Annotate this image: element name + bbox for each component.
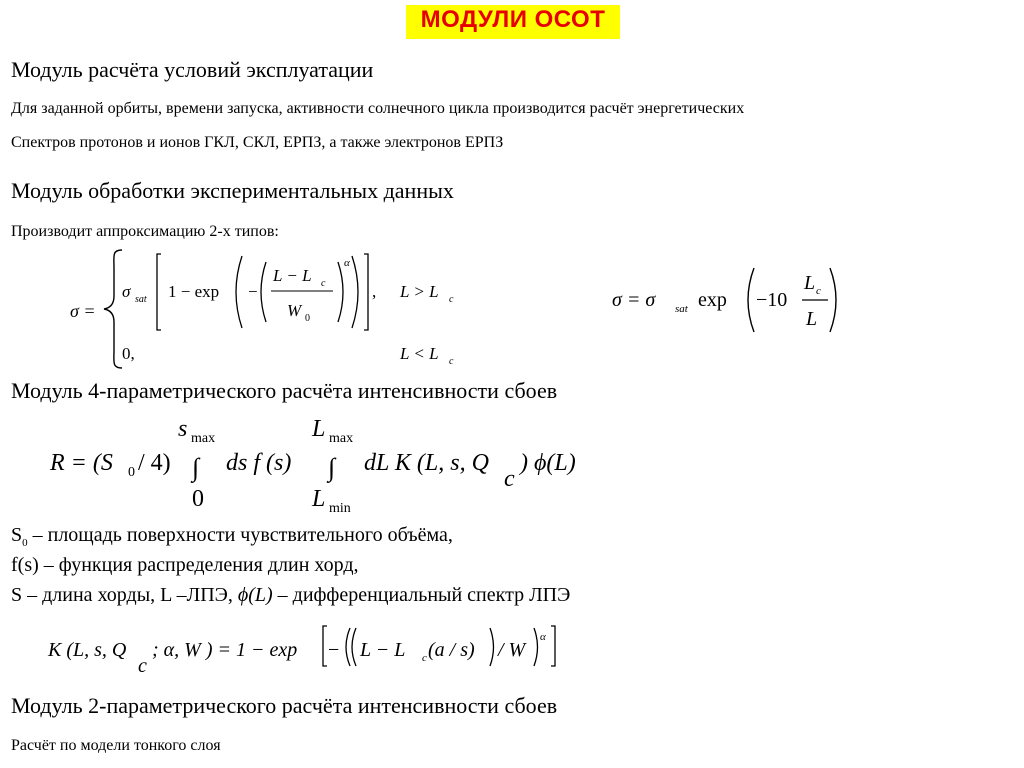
definition-s0: [11, 524, 453, 549]
section2-heading: Модуль обработки экспериментальных данных: [11, 178, 454, 203]
definition-s-l-phi: [11, 584, 570, 607]
f2-denominator: L: [806, 308, 818, 330]
f1-one-minus-exp: 1 − exp: [168, 282, 220, 301]
def3-phi: ϕ(L): [237, 584, 273, 606]
f1-inner-lparen: [261, 262, 266, 322]
exp-sigma-formula: [606, 260, 846, 336]
f1-minus: −: [248, 282, 258, 301]
kf-mid: ; α, W ) = 1 − exp: [152, 639, 298, 661]
left-brace: [104, 250, 122, 368]
seu-rate-formula: [46, 414, 606, 516]
rf-div4: / 4): [138, 450, 171, 476]
rf-int1-sign: ∫: [192, 453, 200, 482]
rf-int2-lower-sub: min: [329, 501, 351, 516]
f2-numerator: L: [804, 272, 816, 294]
kf-lparen-inner: [352, 628, 356, 666]
f2-lhs: σ = σ: [612, 289, 656, 311]
kf-rparen-inner: [490, 628, 494, 666]
def3-b: – дифференциальный спектр ЛПЭ: [272, 584, 571, 606]
kf-lhs: K (L, s, Q: [48, 639, 127, 661]
kf-inner-tail: (a / s): [428, 639, 475, 661]
rf-int1-upper-sub: max: [191, 431, 216, 446]
rf-int2-upper: L: [312, 416, 326, 442]
section1-heading: Модуль расчёта условий эксплуатации: [11, 57, 374, 82]
rf-int1-lower: 0: [192, 486, 204, 512]
section2-intro: Производит аппроксимацию 2-х типов:: [11, 223, 279, 240]
kf-rparen-outer: [534, 628, 538, 666]
kf-left-bracket: [323, 626, 327, 666]
f2-sigma-sub: sat: [675, 303, 688, 315]
rf-int2-sign: ∫: [328, 453, 336, 482]
kf-minus: −: [328, 639, 340, 661]
f1-comma: ,: [372, 282, 377, 301]
f1-case1-condition: L > L: [400, 282, 439, 301]
rf-int2-lower: L: [312, 486, 326, 512]
f1-left-bracket: [157, 254, 161, 330]
f1-denominator-sub: 0: [305, 313, 310, 324]
f1-inner-rparen: [338, 262, 343, 322]
f2-lparen: [748, 268, 754, 332]
rf-integrand2: dL K (L, s, Q: [364, 450, 489, 476]
def3-a: S – длина хорды, L –ЛПЭ,: [11, 584, 238, 606]
slide-title: МОДУЛИ ОСОТ: [420, 6, 606, 33]
def1-sub: 0: [22, 537, 28, 549]
f2-numerator-sub: c: [816, 285, 821, 297]
f1-case2-value: 0,: [122, 344, 135, 363]
f2-exp: exp: [698, 289, 727, 311]
f1-outer-lparen: [236, 256, 242, 328]
kf-lc-sub: c: [422, 652, 427, 664]
definition-fs: f(s) – функция распределения длин хорд,: [11, 554, 359, 576]
def1-s: S: [11, 524, 23, 546]
def1-rest: – площадь поверхности чувствительного объёма,: [27, 524, 453, 546]
rf-int1-upper: s: [178, 416, 188, 442]
section1-line2: Спектров протонов и ионов ГКЛ, СКЛ, ЕРПЗ, а также электронов ЕРПЗ: [11, 134, 504, 151]
kf-div-w: / W: [498, 639, 526, 661]
rf-lhs: R = (S: [50, 450, 113, 476]
rf-integrand1: ds f (s): [226, 450, 292, 476]
rf-qc-sub: c: [504, 466, 515, 492]
f1-right-bracket: [364, 254, 368, 330]
kf-qc-sub: c: [138, 655, 147, 677]
f1-alpha: α: [344, 257, 350, 269]
f1-outer-rparen: [352, 256, 358, 328]
section4-heading: Модуль 2-параметрического расчёта интенсивности сбоев: [11, 693, 558, 718]
f1-sigma: σ: [122, 282, 131, 301]
f1-sigma-sub: sat: [135, 294, 147, 305]
kf-alpha: α: [540, 631, 546, 643]
rf-tail: ) ϕ(L): [520, 450, 576, 476]
f1-case2-condition: L < L: [400, 344, 439, 363]
f1-numerator-sub: c: [321, 278, 326, 289]
piecewise-sigma-formula: [60, 246, 480, 370]
k-function-formula: [44, 622, 584, 678]
kf-lparen-outer: [346, 628, 350, 666]
f1-case1-condition-sub: c: [449, 294, 454, 305]
section3-heading: Модуль 4-параметрического расчёта интенсивности сбоев: [11, 378, 558, 403]
f1-numerator: L − L: [273, 266, 312, 285]
f2-minus-ten: −10: [756, 289, 788, 311]
f1-lhs: σ =: [70, 301, 96, 321]
section4-line1: Расчёт по модели тонкого слоя: [11, 737, 221, 754]
f2-rparen: [830, 268, 836, 332]
rf-s0-sub: 0: [128, 465, 135, 480]
kf-inner: L − L: [360, 639, 406, 661]
kf-right-bracket: [551, 626, 555, 666]
f1-denominator: W: [287, 301, 302, 320]
rf-int2-upper-sub: max: [329, 431, 354, 446]
section1-line1: Для заданной орбиты, времени запуска, активности солнечного цикла производится расчёт энергетических: [11, 100, 745, 117]
f1-case2-condition-sub: c: [449, 356, 454, 367]
